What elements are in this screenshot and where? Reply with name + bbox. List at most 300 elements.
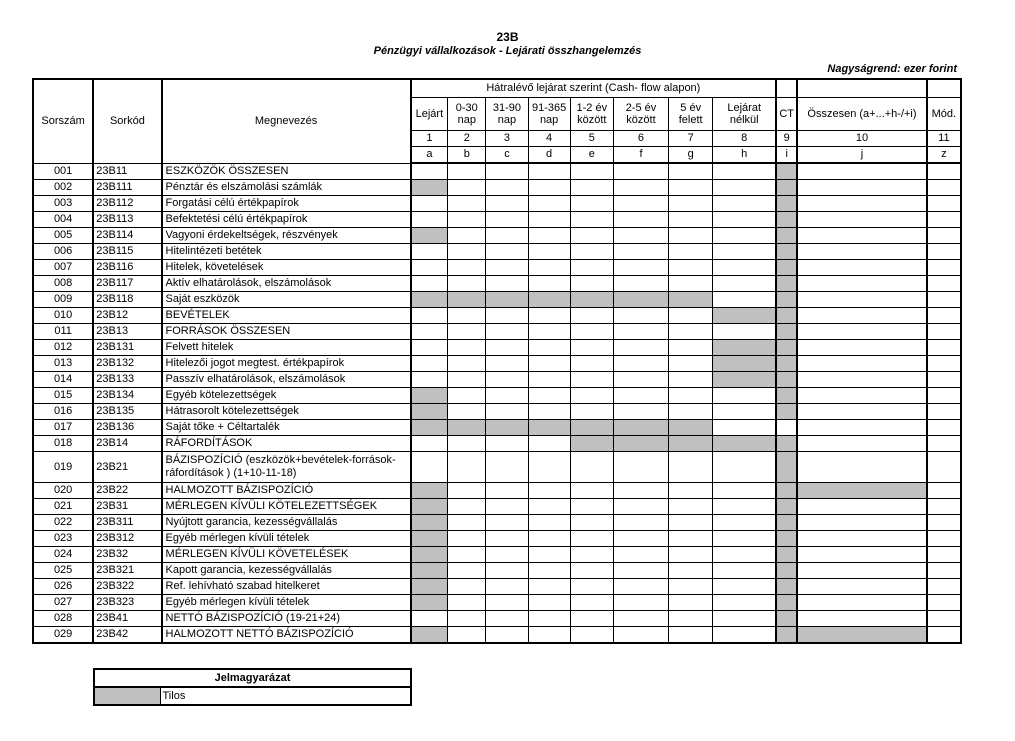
cell-f[interactable] [613,324,668,340]
cell-a[interactable] [411,372,448,388]
row-name: Ref. lehívható szabad hitelkeret [162,579,411,595]
cell-j[interactable] [797,611,927,627]
cell-h[interactable] [713,579,776,595]
cell-z[interactable] [927,531,961,547]
cell-a[interactable] [411,356,448,372]
row-number: 013 [33,356,93,372]
cell-g[interactable] [669,611,713,627]
cell-f[interactable] [613,531,668,547]
cell-c[interactable] [486,595,528,611]
cell-b[interactable] [448,163,486,180]
cell-f[interactable] [613,515,668,531]
cell-b[interactable] [448,579,486,595]
cell-j[interactable] [797,260,927,276]
cell-f[interactable] [613,372,668,388]
cell-j[interactable] [797,595,927,611]
cell-h[interactable] [713,196,776,212]
cell-g[interactable] [669,228,713,244]
cell-z[interactable] [927,388,961,404]
cell-g[interactable] [669,579,713,595]
cell-d[interactable] [528,595,570,611]
cell-z[interactable] [927,276,961,292]
cell-c[interactable] [486,452,528,483]
cell-c[interactable] [486,244,528,260]
table-row [33,372,961,388]
row-number: 025 [33,563,93,579]
cell-b[interactable] [448,436,486,452]
cell-h[interactable] [713,627,776,644]
cell-b[interactable] [448,324,486,340]
cell-j[interactable] [797,308,927,324]
cell-c[interactable] [486,436,528,452]
cell-z[interactable] [927,180,961,196]
table-row [33,499,961,515]
cell-d[interactable] [528,452,570,483]
header-col-c-letter: c [486,147,528,164]
cell-e[interactable] [570,260,613,276]
cell-e[interactable] [570,452,613,483]
cell-e[interactable] [570,563,613,579]
cell-b[interactable] [448,260,486,276]
cell-f[interactable] [613,244,668,260]
cell-j[interactable] [797,579,927,595]
cell-e[interactable] [570,515,613,531]
row-code: 23B22 [93,483,161,499]
table-row [33,308,961,324]
cell-f[interactable] [613,260,668,276]
cell-z[interactable] [927,420,961,436]
cell-h[interactable] [713,163,776,180]
cell-e[interactable] [570,356,613,372]
cell-e[interactable] [570,340,613,356]
cell-f[interactable] [613,196,668,212]
cell-g[interactable] [669,627,713,644]
cell-a[interactable] [411,212,448,228]
cell-g[interactable] [669,196,713,212]
cell-z[interactable] [927,340,961,356]
cell-z[interactable] [927,404,961,420]
cell-i [776,180,797,196]
cell-e[interactable] [570,547,613,563]
cell-a [411,292,448,308]
cell-c[interactable] [486,196,528,212]
cell-a[interactable] [411,260,448,276]
cell-j[interactable] [797,244,927,260]
cell-f[interactable] [613,579,668,595]
cell-c[interactable] [486,499,528,515]
cell-c[interactable] [486,372,528,388]
cell-h[interactable] [713,244,776,260]
cell-a[interactable] [411,196,448,212]
cell-c[interactable] [486,260,528,276]
table-row [33,292,961,308]
cell-b[interactable] [448,196,486,212]
row-number: 027 [33,595,93,611]
cell-e[interactable] [570,579,613,595]
cell-b[interactable] [448,388,486,404]
cell-g[interactable] [669,404,713,420]
cell-b[interactable] [448,356,486,372]
cell-h[interactable] [713,324,776,340]
cell-z[interactable] [927,292,961,308]
cell-c[interactable] [486,579,528,595]
cell-z[interactable] [927,595,961,611]
cell-f[interactable] [613,340,668,356]
cell-c[interactable] [486,308,528,324]
row-name: BEVÉTELEK [162,308,411,324]
cell-d[interactable] [528,627,570,644]
cell-c[interactable] [486,228,528,244]
cell-d[interactable] [528,563,570,579]
cell-h[interactable] [713,292,776,308]
cell-i [776,547,797,563]
cell-b[interactable] [448,563,486,579]
cell-c[interactable] [486,340,528,356]
cell-d[interactable] [528,499,570,515]
cell-b[interactable] [448,595,486,611]
cell-j[interactable] [797,228,927,244]
cell-a[interactable] [411,611,448,627]
cell-f[interactable] [613,627,668,644]
cell-c[interactable] [486,180,528,196]
cell-g[interactable] [669,163,713,180]
cell-h[interactable] [713,260,776,276]
cell-f[interactable] [613,388,668,404]
cell-h[interactable] [713,563,776,579]
cell-b[interactable] [448,180,486,196]
cell-d[interactable] [528,531,570,547]
cell-g [669,436,713,452]
cell-z[interactable] [927,563,961,579]
cell-f[interactable] [613,228,668,244]
cell-g[interactable] [669,499,713,515]
cell-z[interactable] [927,452,961,483]
cell-a[interactable] [411,452,448,483]
header-sorkod: Sorkód [93,79,161,163]
cell-b[interactable] [448,308,486,324]
cell-h[interactable] [713,515,776,531]
cell-b[interactable] [448,404,486,420]
cell-h[interactable] [713,228,776,244]
header-col-h-num: 8 [713,131,776,147]
cell-h[interactable] [713,547,776,563]
cell-z[interactable] [927,356,961,372]
cell-a[interactable] [411,308,448,324]
cell-f[interactable] [613,308,668,324]
cell-d[interactable] [528,372,570,388]
cell-c [486,292,528,308]
cell-b[interactable] [448,515,486,531]
cell-f[interactable] [613,499,668,515]
maturity-table [32,78,962,644]
cell-e[interactable] [570,499,613,515]
cell-g[interactable] [669,595,713,611]
cell-a [411,388,448,404]
cell-e[interactable] [570,244,613,260]
cell-c[interactable] [486,356,528,372]
cell-f[interactable] [613,563,668,579]
cell-e[interactable] [570,212,613,228]
cell-j[interactable] [797,515,927,531]
cell-j[interactable] [797,388,927,404]
table-row [33,436,961,452]
cell-g[interactable] [669,212,713,228]
cell-c[interactable] [486,388,528,404]
row-code: 23B135 [93,404,161,420]
cell-h[interactable] [713,531,776,547]
cell-d[interactable] [528,388,570,404]
cell-h[interactable] [713,499,776,515]
cell-f[interactable] [613,595,668,611]
cell-z[interactable] [927,483,961,499]
cell-e[interactable] [570,276,613,292]
cell-h[interactable] [713,388,776,404]
cell-c[interactable] [486,212,528,228]
cell-f[interactable] [613,356,668,372]
cell-d[interactable] [528,276,570,292]
cell-j[interactable] [797,196,927,212]
cell-e[interactable] [570,531,613,547]
header-col-f-num: 6 [613,131,668,147]
cell-g[interactable] [669,180,713,196]
cell-j[interactable] [797,452,927,483]
cell-g[interactable] [669,388,713,404]
cell-h[interactable] [713,483,776,499]
cell-d[interactable] [528,212,570,228]
cell-b[interactable] [448,611,486,627]
cell-b[interactable] [448,244,486,260]
cell-d[interactable] [528,244,570,260]
cell-z[interactable] [927,547,961,563]
cell-c[interactable] [486,627,528,644]
cell-h[interactable] [713,276,776,292]
cell-d[interactable] [528,579,570,595]
cell-f[interactable] [613,547,668,563]
cell-j[interactable] [797,499,927,515]
cell-j[interactable] [797,292,927,308]
cell-g[interactable] [669,260,713,276]
cell-e[interactable] [570,404,613,420]
cell-d[interactable] [528,308,570,324]
cell-d[interactable] [528,356,570,372]
row-code: 23B111 [93,180,161,196]
cell-c[interactable] [486,611,528,627]
cell-j[interactable] [797,212,927,228]
cell-z[interactable] [927,579,961,595]
cell-a[interactable] [411,436,448,452]
cell-e[interactable] [570,388,613,404]
cell-j[interactable] [797,276,927,292]
cell-d[interactable] [528,547,570,563]
table-row [33,452,961,483]
cell-d[interactable] [528,436,570,452]
cell-z[interactable] [927,212,961,228]
cell-b[interactable] [448,531,486,547]
cell-b[interactable] [448,547,486,563]
cell-d[interactable] [528,483,570,499]
cell-z[interactable] [927,228,961,244]
cell-h[interactable] [713,452,776,483]
cell-h[interactable] [713,404,776,420]
cell-z[interactable] [927,308,961,324]
cell-z[interactable] [927,611,961,627]
cell-j [797,627,927,644]
cell-j[interactable] [797,163,927,180]
cell-d[interactable] [528,404,570,420]
cell-e[interactable] [570,372,613,388]
cell-c[interactable] [486,515,528,531]
cell-f[interactable] [613,180,668,196]
cell-b[interactable] [448,452,486,483]
cell-j[interactable] [797,404,927,420]
cell-d[interactable] [528,324,570,340]
cell-b[interactable] [448,228,486,244]
cell-h[interactable] [713,595,776,611]
cell-j[interactable] [797,180,927,196]
cell-f[interactable] [613,212,668,228]
cell-j[interactable] [797,340,927,356]
cell-f[interactable] [613,276,668,292]
cell-i [776,163,797,180]
cell-d[interactable] [528,340,570,356]
cell-d[interactable] [528,515,570,531]
cell-e[interactable] [570,196,613,212]
row-code: 23B117 [93,276,161,292]
cell-c[interactable] [486,324,528,340]
cell-f[interactable] [613,483,668,499]
cell-d[interactable] [528,260,570,276]
cell-f[interactable] [613,452,668,483]
cell-b[interactable] [448,483,486,499]
cell-g[interactable] [669,276,713,292]
cell-h[interactable] [713,180,776,196]
cell-g[interactable] [669,356,713,372]
row-name: Hitelezői jogot megtest. értékpapírok [162,356,411,372]
cell-g[interactable] [669,340,713,356]
cell-e[interactable] [570,483,613,499]
cell-h[interactable] [713,611,776,627]
cell-c[interactable] [486,483,528,499]
cell-e[interactable] [570,595,613,611]
cell-b[interactable] [448,627,486,644]
cell-e[interactable] [570,163,613,180]
cell-f[interactable] [613,163,668,180]
cell-z[interactable] [927,324,961,340]
cell-h[interactable] [713,420,776,436]
cell-d[interactable] [528,180,570,196]
row-name: RÁFORDÍTÁSOK [162,436,411,452]
cell-b[interactable] [448,276,486,292]
cell-a[interactable] [411,163,448,180]
cell-h[interactable] [713,212,776,228]
cell-g[interactable] [669,483,713,499]
cell-g[interactable] [669,308,713,324]
cell-j[interactable] [797,324,927,340]
cell-f[interactable] [613,611,668,627]
legend-title: Jelmagyarázat [94,669,411,687]
cell-a[interactable] [411,324,448,340]
cell-b[interactable] [448,340,486,356]
cell-a [411,627,448,644]
cell-e[interactable] [570,180,613,196]
cell-e[interactable] [570,627,613,644]
cell-i [776,611,797,627]
table-row [33,356,961,372]
cell-z[interactable] [927,436,961,452]
cell-a [411,515,448,531]
cell-j[interactable] [797,531,927,547]
cell-g[interactable] [669,244,713,260]
cell-a[interactable] [411,340,448,356]
cell-c[interactable] [486,276,528,292]
cell-j[interactable] [797,436,927,452]
cell-c[interactable] [486,531,528,547]
cell-d[interactable] [528,228,570,244]
cell-g[interactable] [669,547,713,563]
cell-z[interactable] [927,163,961,180]
cell-z[interactable] [927,372,961,388]
cell-f[interactable] [613,404,668,420]
cell-a[interactable] [411,276,448,292]
cell-c[interactable] [486,404,528,420]
cell-j[interactable] [797,356,927,372]
cell-g[interactable] [669,531,713,547]
cell-z[interactable] [927,260,961,276]
cell-z[interactable] [927,499,961,515]
cell-g[interactable] [669,515,713,531]
cell-g[interactable] [669,324,713,340]
header-col-h-letter: h [713,147,776,164]
header-col-d-num: 4 [528,131,570,147]
table-row [33,180,961,196]
header-col-g-letter: g [669,147,713,164]
header-col-i-num: 9 [776,131,797,147]
cell-i [776,483,797,499]
cell-e[interactable] [570,308,613,324]
cell-g[interactable] [669,563,713,579]
cell-d[interactable] [528,611,570,627]
cell-i[interactable] [776,420,797,436]
cell-j[interactable] [797,547,927,563]
cell-b[interactable] [448,212,486,228]
cell-z[interactable] [927,515,961,531]
cell-c[interactable] [486,163,528,180]
cell-j[interactable] [797,563,927,579]
cell-e[interactable] [570,611,613,627]
cell-a[interactable] [411,244,448,260]
cell-e[interactable] [570,324,613,340]
row-code: 23B32 [93,547,161,563]
cell-z[interactable] [927,196,961,212]
cell-z[interactable] [927,627,961,644]
cell-j[interactable] [797,372,927,388]
cell-g[interactable] [669,372,713,388]
cell-g[interactable] [669,452,713,483]
cell-j[interactable] [797,420,927,436]
header-col-e-letter: e [570,147,613,164]
cell-b[interactable] [448,372,486,388]
row-number: 016 [33,404,93,420]
cell-c[interactable] [486,563,528,579]
cell-z[interactable] [927,244,961,260]
cell-d[interactable] [528,196,570,212]
row-code: 23B131 [93,340,161,356]
table-row [33,547,961,563]
cell-e[interactable] [570,228,613,244]
cell-b[interactable] [448,499,486,515]
cell-c[interactable] [486,547,528,563]
cell-d[interactable] [528,163,570,180]
